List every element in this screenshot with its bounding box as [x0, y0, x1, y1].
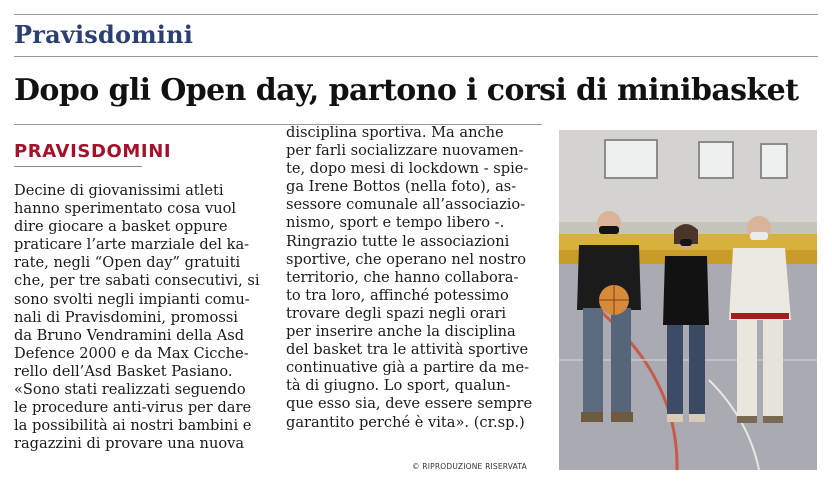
article-column-2 — [286, 124, 546, 432]
text-line: «Sono stati realizzati seguendo — [14, 381, 246, 399]
article-column-1 — [14, 182, 270, 453]
text-line: da Bruno Vendramini della Asd — [14, 326, 245, 344]
text-line: per farli socializzare nuovamen- — [286, 142, 524, 160]
text-line: che, per tre sabati consecutivi, si — [14, 272, 260, 290]
text-line: disciplina sportiva. Ma anche — [286, 124, 504, 141]
article-headline: Dopo gli Open day, partono i corsi di minibasket — [14, 73, 799, 108]
text-line: rello dell’Asd Basket Pasiano. — [14, 362, 233, 380]
copyright-notice: © RIPRODUZIONE RISERVATA — [412, 462, 527, 471]
text-line: ga Irene Bottos (nella foto), as- — [286, 178, 517, 196]
text-line: Ringrazio tutte le associazioni — [286, 232, 510, 250]
section-label: Pravisdomini — [14, 20, 194, 49]
text-line: Decine di giovanissimi atleti — [14, 182, 224, 199]
text-line: del basket tra le attività sportive — [286, 341, 529, 359]
text-line: sportive, che operano nel nostro — [286, 250, 527, 268]
text-line: to tra loro, affinché potessimo — [286, 286, 509, 304]
text-line: la possibilità ai nostri bambini e — [14, 417, 252, 435]
text-line: nismo, sport e tempo libero -. — [286, 214, 505, 232]
text-line: tà di giugno. Lo sport, qualun- — [286, 377, 511, 395]
dateline: PRAVISDOMINI — [14, 141, 172, 162]
dateline-rule — [14, 166, 142, 167]
text-line: hanno sperimentato cosa vuol — [14, 200, 237, 218]
top-rule — [14, 14, 818, 15]
text-line: nali di Pravisdomini, promossi — [14, 308, 238, 326]
text-line: ragazzini di provare una nuova — [14, 435, 245, 453]
text-line: trovare degli spazi negli orari — [286, 304, 507, 322]
text-line: per inserire anche la disciplina — [286, 323, 516, 341]
text-line: le procedure anti-virus per dare — [14, 399, 252, 417]
text-line: te, dopo mesi di lockdown - spie- — [286, 160, 529, 178]
text-line: sessore comunale all’associazio- — [286, 196, 526, 214]
text-line: praticare l’arte marziale del ka- — [14, 236, 250, 254]
section-rule — [14, 56, 818, 57]
text-line: garantito perché è vita». (cr.sp.) — [286, 413, 525, 431]
text-line: rate, negli “Open day” gratuiti — [14, 254, 241, 272]
text-line: sono svolti negli impianti comu- — [14, 290, 250, 308]
text-line: territorio, che hanno collabora- — [286, 268, 519, 286]
text-line: continuative già a partire da me- — [286, 359, 530, 377]
text-line: dire giocare a basket oppure — [14, 218, 228, 236]
text-line: que esso sia, deve essere sempre — [286, 395, 533, 413]
text-line: Defence 2000 e da Max Cicche- — [14, 344, 249, 362]
article-photo — [559, 130, 817, 470]
